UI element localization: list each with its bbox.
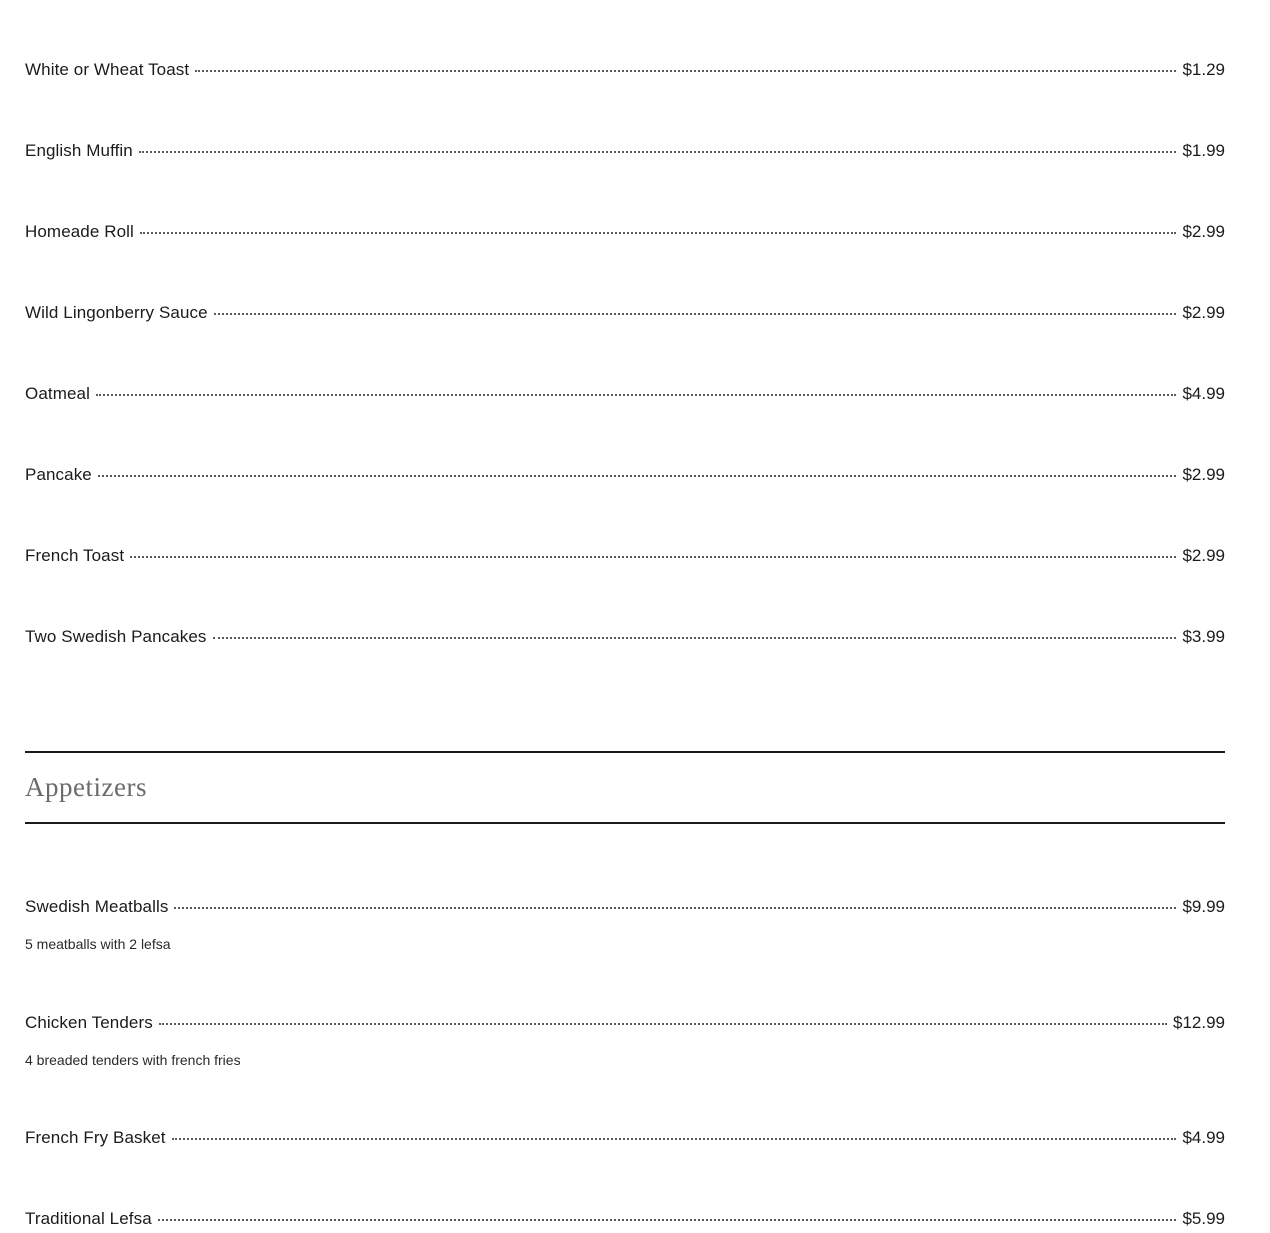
item-name: Two Swedish Pancakes [25, 627, 207, 646]
item-name: Homeade Roll [25, 222, 134, 241]
item-name: English Muffin [25, 141, 133, 160]
item-description: 4 breaded tenders with french fries [25, 1052, 241, 1068]
dot-leader [139, 151, 1177, 153]
dot-leader [158, 1219, 1177, 1221]
item-name: French Fry Basket [25, 1128, 166, 1147]
dot-leader [172, 1138, 1177, 1140]
section-divider-top [25, 751, 1225, 753]
menu-item [25, 546, 1225, 570]
menu-item [25, 222, 1225, 246]
menu-item [25, 1128, 1225, 1152]
item-price: $2.99 [1182, 222, 1225, 241]
item-name: Pancake [25, 465, 92, 484]
item-price: $3.99 [1182, 627, 1225, 646]
item-name: Chicken Tenders [25, 1013, 153, 1032]
item-description: 5 meatballs with 2 lefsa [25, 936, 171, 952]
item-price: $1.29 [1182, 60, 1225, 79]
item-price: $9.99 [1182, 897, 1225, 916]
item-price: $1.99 [1182, 141, 1225, 160]
dot-leader [96, 394, 1177, 396]
dot-leader [174, 907, 1176, 909]
dot-leader [98, 475, 1177, 477]
item-price: $2.99 [1182, 303, 1225, 322]
menu-item [25, 1013, 1225, 1037]
menu-page [25, 0, 1225, 1229]
menu-item [25, 141, 1225, 165]
item-name: French Toast [25, 546, 125, 565]
section-divider-bottom [25, 822, 1225, 824]
menu-item [25, 627, 1225, 651]
item-name: White or Wheat Toast [25, 60, 190, 79]
dot-leader [213, 637, 1177, 639]
dot-leader [195, 70, 1176, 72]
dot-leader [140, 232, 1177, 234]
menu-item [25, 303, 1225, 327]
dot-leader [214, 313, 1177, 315]
menu-item [25, 60, 1225, 84]
dot-leader [130, 556, 1176, 558]
menu-item-cutoff [25, 0, 1225, 8]
dot-leader [159, 1023, 1167, 1025]
item-name: Oatmeal [25, 384, 90, 403]
menu-item [25, 1209, 1225, 1233]
menu-item [25, 897, 1225, 921]
menu-item [25, 465, 1225, 489]
section-title: Appetizers [25, 772, 147, 802]
item-name: Traditional Lefsa [25, 1209, 152, 1228]
item-price: $4.99 [1182, 1128, 1225, 1147]
item-price: $5.99 [1182, 1209, 1225, 1228]
item-price: $12.99 [1173, 1013, 1225, 1032]
item-price: $2.99 [1182, 465, 1225, 484]
item-price: $2.99 [1182, 546, 1225, 565]
item-price: $4.99 [1182, 384, 1225, 403]
item-name: Wild Lingonberry Sauce [25, 303, 208, 322]
item-name: Swedish Meatballs [25, 897, 169, 916]
menu-item [25, 384, 1225, 408]
